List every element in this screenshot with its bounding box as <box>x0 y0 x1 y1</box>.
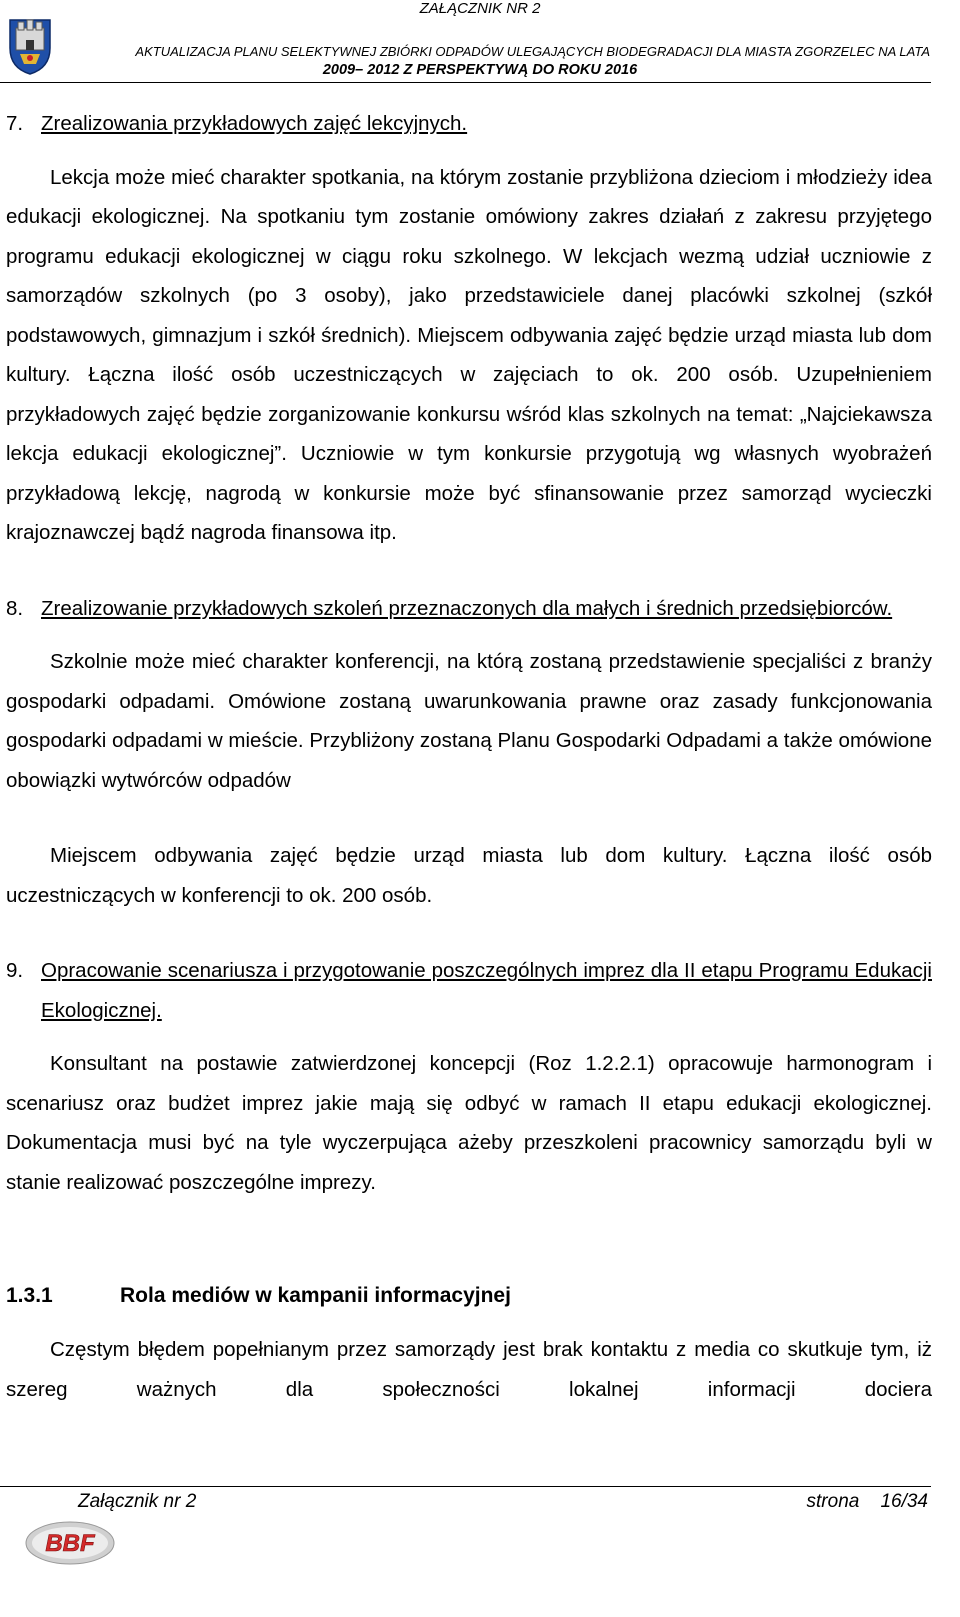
section-title: Rola mediów w kampanii informacyjnej <box>120 1284 511 1307</box>
attachment-label: ZAŁĄCZNIK NR 2 <box>419 0 541 17</box>
page-number <box>807 1491 928 1513</box>
paragraph: Miejscem odbywania zajęć będzie urząd miasta lub dom kultury. Łączna ilość osób uczestniczących w konferencji to ok. 200 osób. <box>6 844 932 907</box>
header-title-line1: AKTUALIZACJA PLANU SELEKTYWNEJ ZBIÓRKI ODPADÓW ULEGAJĄCYCH BIODEGRADACJI DLA MIASTA ZGORZELEC NA LATA <box>135 44 930 59</box>
header-title-line2: 2009– 2012 Z PERSPEKTYWĄ DO ROKU 2016 <box>322 62 638 78</box>
paragraph: Lekcja może mieć charakter spotkania, na którym zostanie przybliżona dzieciom i młodzieży idea edukacji ekologicznej. Na spotkaniu tym zostanie omówiony zakres działań z zakresu przyjętego programu edukacji ekologicznej w ciągu roku szkolnego. W lekcjach wezmą udział uczniowie z samorządów szkolnych (po 3 osoby), jako przedstawiciele danej placówki szkolnej (szkół podstawowych, gimnazjum i szkół średnich). Miejscem odbywania zajęć będzie urząd miasta lub dom kultury. Łączna ilość osób uczestniczących w zajęciach to ok. 200 osób. Uzupełnieniem przykładowych zajęć będzie zorganizowanie konkursu wśród klas szkolnych na temat: „Najciekawsza lekcja edukacji ekologicznej”. Uczniowie w tym konkursie przygotują wg własnych wyobrażeń przykładową lekcję, nagrodą w konkursie może być sfinansowanie przez samorząd wycieczki krajoznawczej bądź nagroda finansowa itp. <box>6 165 932 544</box>
footer-attachment-label: Załącznik nr 2 <box>78 1491 197 1512</box>
paragraph: Konsultant na postawie zatwierdzonej koncepcji (Roz 1.2.2.1) opracowuje harmonogram i scenariusz oraz budżet imprez jakie mają się odbyć w ramach II etapu edukacji ekologicznej. Dokumentacja musi być na tyle wyczerpująca ażeby przeszkoleni pracownicy samorządu byli w stanie realizować poszczególne imprezy. <box>6 1052 932 1194</box>
footer-divider <box>0 1486 931 1487</box>
item-number: 9. <box>6 959 24 982</box>
item-number: 8. <box>6 596 24 620</box>
section-number: 1.3.1 <box>6 1284 53 1307</box>
item-number: 7. <box>6 112 24 135</box>
paragraph: Częstym błędem popełnianym przez samorządy jest brak kontaktu z media co skutkuje tym, iż szereg ważnych dla społeczności lokalnej informacji dociera <box>6 1338 932 1401</box>
list-item-7 <box>6 104 932 144</box>
bbf-logo-icon <box>24 1520 116 1566</box>
document-body <box>6 104 932 1409</box>
page-header <box>0 0 960 84</box>
item-title: Opracowanie scenariusza i przygotowanie poszczególnych imprez dla II etapu Programu Edukacji Ekologicznej. <box>41 959 932 1022</box>
svg-text:BBF: BBF <box>45 1530 95 1557</box>
item-title: Zrealizowania przykładowych zajęć lekcyjnych. <box>41 112 468 135</box>
section-heading <box>6 1276 932 1316</box>
page-label: strona <box>806 1491 860 1512</box>
list-item-8 <box>6 589 932 629</box>
list-item-9 <box>6 951 932 1030</box>
paragraph: Szkolnie może mieć charakter konferencji, na którą zostaną przedstawienie specjaliści z branży gospodarki odpadami. Omówione zostaną uwarunkowania prawne oraz zasady funkcjonowania gospodarki odpadami w mieście. Przybliżony zostaną Planu Gospodarki Odpadami a także omówione obowiązki wytwórców odpadów <box>6 650 932 792</box>
item-title: Zrealizowanie przykładowych szkoleń przeznaczonych dla małych i średnich przedsiębiorców. <box>41 596 893 620</box>
header-divider <box>0 82 931 83</box>
page-value: 16/34 <box>880 1491 928 1512</box>
